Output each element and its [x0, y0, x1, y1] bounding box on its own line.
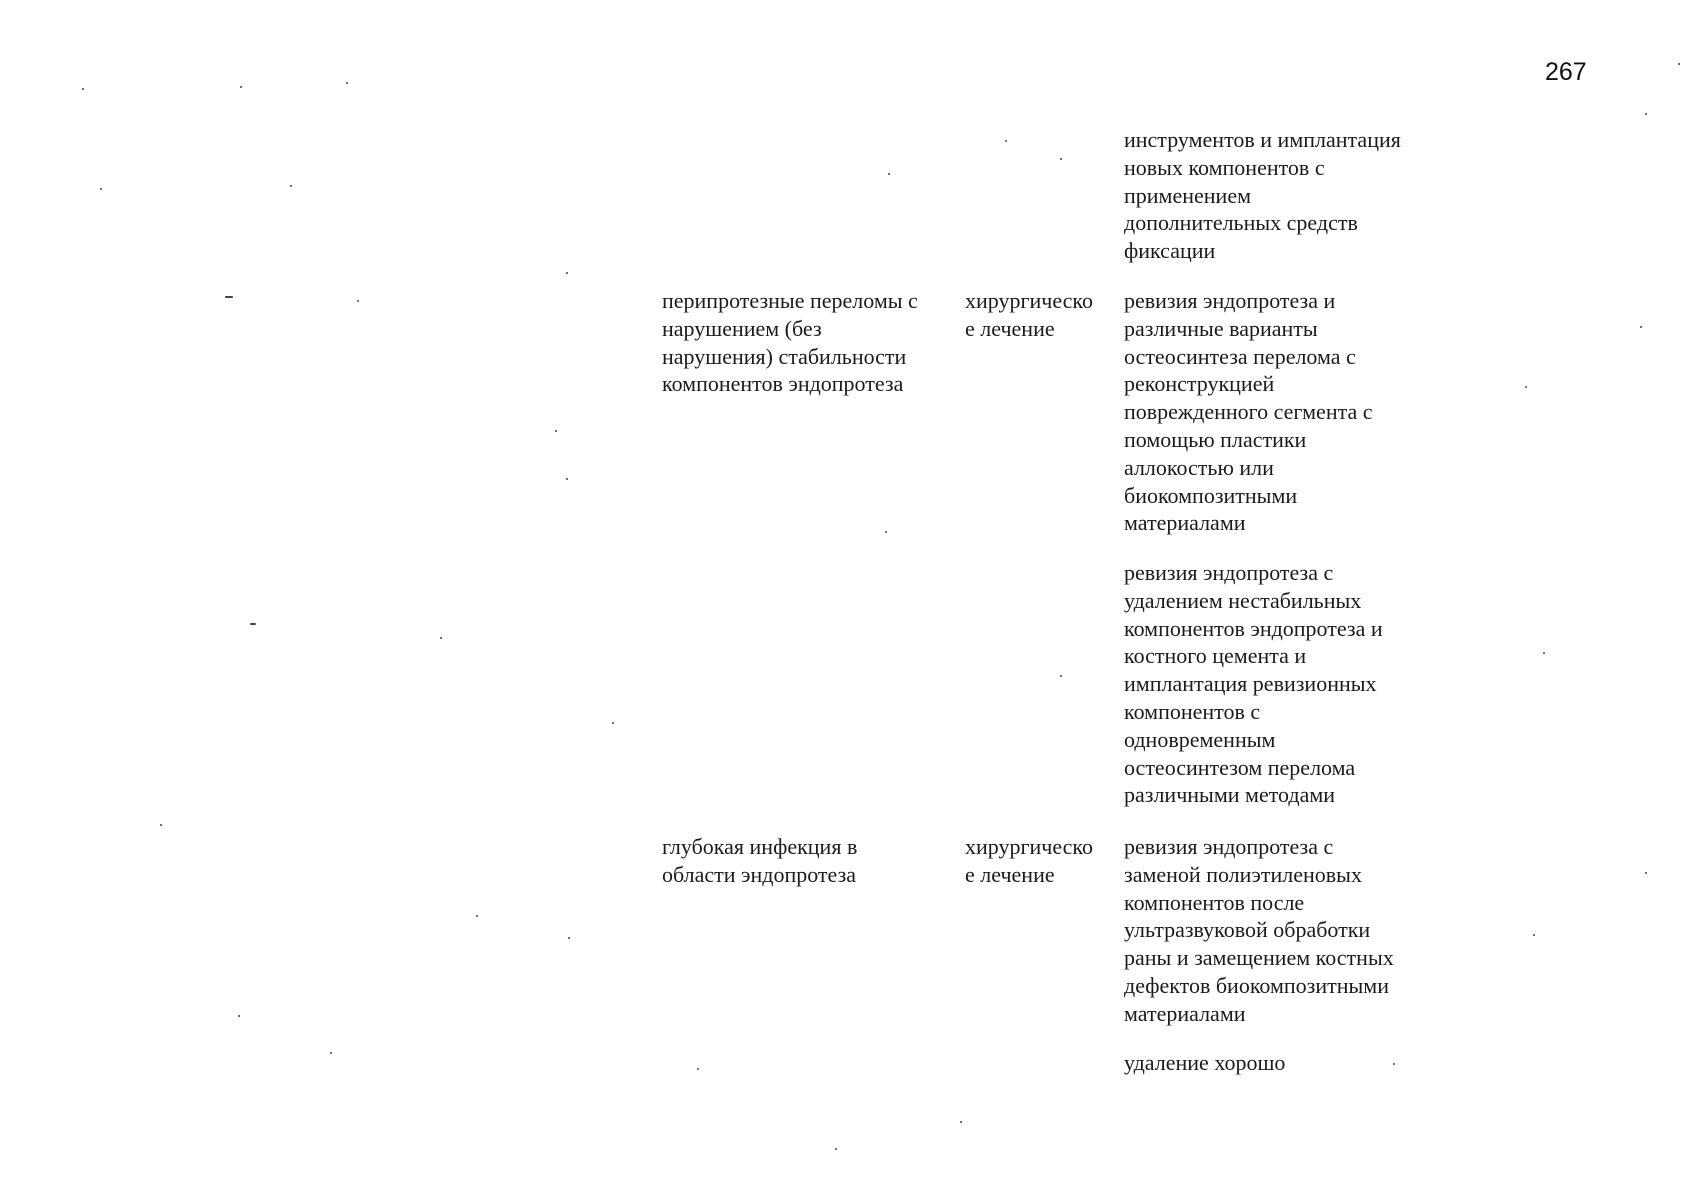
scan-speck	[1060, 158, 1062, 160]
method-cell: ревизия эндопротеза и различные варианты остеосинтеза перелома с реконструкцией поврежденного сегмента с помощью пластики аллокостью или биокомпозитными материалами	[1124, 288, 1373, 536]
treatment-cell: хирургическо е лечение	[965, 834, 1093, 887]
scan-speck	[1005, 140, 1007, 142]
scan-speck	[250, 623, 256, 625]
method-cell: ревизия эндопротеза с заменой полиэтиленовых компонентов после ультразвуковой обработки раны и замещением костных дефектов биокомпозитными материалами	[1124, 834, 1394, 1026]
method-cell: ревизия эндопротеза с удалением нестабильных компонентов эндопротеза и костного цемента и имплантация ревизионных компонентов с одновременным остеосинтезом перелома различными методами	[1124, 560, 1383, 808]
scan-speck	[888, 173, 890, 175]
scan-speck	[330, 1052, 332, 1054]
scan-speck	[1533, 934, 1535, 936]
scan-speck	[346, 82, 348, 84]
method-cell: удаление хорошо	[1124, 1050, 1286, 1075]
scan-speck	[290, 185, 292, 187]
scan-speck	[160, 824, 162, 826]
scan-speck	[1060, 675, 1062, 677]
scan-speck	[82, 88, 84, 90]
method-cell: инструментов и имплантация новых компонентов с применением дополнительных средств фиксации	[1124, 127, 1401, 264]
scan-speck	[960, 1121, 962, 1123]
scan-speck	[476, 915, 478, 917]
scan-speck	[566, 272, 568, 274]
scan-speck	[100, 188, 102, 190]
scan-speck	[697, 1068, 699, 1070]
diagnosis-cell: перипротезные переломы с нарушением (без нарушения) стабильности компонентов эндопротеза	[662, 288, 918, 397]
scan-speck	[885, 531, 887, 533]
scan-speck	[1678, 63, 1680, 65]
diagnosis-cell: глубокая инфекция в области эндопротеза	[662, 834, 858, 887]
scan-speck	[566, 478, 568, 480]
scan-speck	[1543, 652, 1545, 654]
scan-speck	[225, 296, 233, 298]
scan-speck	[238, 1015, 240, 1017]
scan-speck	[1393, 1063, 1395, 1065]
scan-speck	[240, 86, 242, 88]
scan-speck	[1645, 872, 1647, 874]
scan-speck	[1645, 113, 1647, 115]
scan-speck	[568, 937, 570, 939]
scan-speck	[1640, 326, 1642, 328]
scan-speck	[440, 637, 442, 639]
scan-speck	[1525, 386, 1527, 388]
treatment-cell: хирургическо е лечение	[965, 288, 1093, 341]
scan-speck	[357, 300, 359, 302]
scan-speck	[835, 1148, 837, 1150]
scan-speck	[612, 722, 614, 724]
page-number: 267	[1545, 58, 1587, 86]
scan-speck	[555, 430, 557, 432]
